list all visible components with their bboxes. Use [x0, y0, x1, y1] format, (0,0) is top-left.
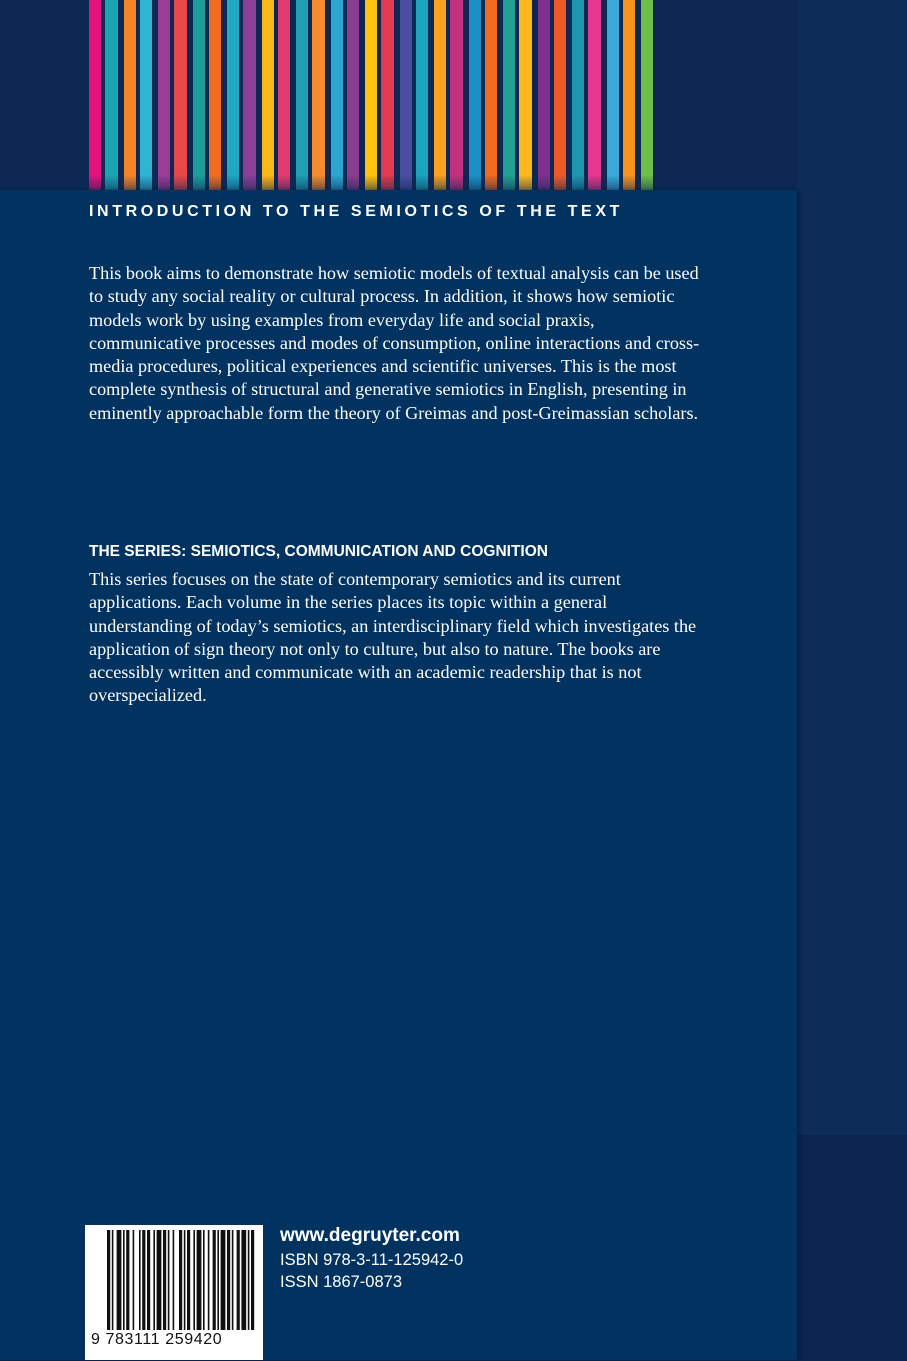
- color-stripe: [485, 0, 497, 190]
- book-title: INTRODUCTION TO THE SEMIOTICS OF THE TEXT: [89, 203, 623, 220]
- color-stripe: [209, 0, 221, 190]
- barcode-bar: [163, 1230, 166, 1330]
- barcode-bar: [248, 1230, 250, 1330]
- barcode-bar: [157, 1230, 162, 1330]
- barcode-bar: [187, 1230, 190, 1330]
- barcode-bar: [208, 1230, 210, 1330]
- color-stripe: [623, 0, 635, 190]
- barcode-bar: [221, 1230, 226, 1330]
- barcode-bar: [173, 1230, 175, 1330]
- barcode: [85, 1225, 263, 1360]
- barcode-bar: [241, 1230, 246, 1330]
- color-stripe: [278, 0, 290, 190]
- book-blurb: This book aims to demonstrate how semiotic models of textual analysis can be used to study any social reality or cultural process. In addition, it shows how semiotic models work by using examples from everyday life and social praxis, communicative processes and modes of consumption, online interactions and cross-media procedures, political experiences and scientific universes. This is the most complete synthesis of structural and generative semiotics in English, presenting in eminently approachable form the theory of Greimas and post-Greimassian scholars.: [89, 263, 700, 423]
- barcode-bars: [85, 1225, 263, 1335]
- color-stripe: [572, 0, 584, 190]
- color-stripe: [193, 0, 205, 190]
- isbn: ISBN 978-3-11-125942-0: [280, 1251, 464, 1269]
- color-stripe: [416, 0, 428, 190]
- barcode-bar: [126, 1230, 129, 1330]
- stripes-shadow: [89, 175, 657, 190]
- color-stripe: [607, 0, 619, 190]
- color-stripe: [331, 0, 343, 190]
- barcode-bar: [107, 1230, 110, 1330]
- color-stripe: [554, 0, 566, 190]
- barcode-bar: [237, 1230, 240, 1330]
- color-stripe: [227, 0, 239, 190]
- barcode-bar: [117, 1230, 122, 1330]
- color-stripe: [381, 0, 393, 190]
- barcode-bar: [153, 1230, 155, 1330]
- barcode-bar: [179, 1230, 182, 1330]
- barcode-bar: [139, 1230, 141, 1330]
- barcode-number: 9 783111 259420: [91, 1331, 223, 1348]
- barcode-bar: [184, 1230, 186, 1330]
- barcode-bar: [197, 1230, 202, 1330]
- color-stripe: [538, 0, 550, 190]
- spine-edge-lower: [797, 1135, 907, 1361]
- color-stripe: [89, 0, 101, 190]
- barcode-bar: [217, 1230, 219, 1330]
- barcode-bar: [193, 1230, 195, 1330]
- barcode-bar: [112, 1230, 114, 1330]
- barcode-bar: [203, 1230, 205, 1330]
- barcode-bar: [232, 1230, 234, 1330]
- color-stripe: [347, 0, 359, 190]
- barcode-bar: [227, 1230, 230, 1330]
- color-stripe: [296, 0, 308, 190]
- color-stripe: [365, 0, 377, 190]
- publisher-website[interactable]: www.degruyter.com: [280, 1225, 460, 1246]
- series-heading: THE SERIES: SEMIOTICS, COMMUNICATION AND COGNITION: [89, 543, 548, 560]
- color-stripe: [434, 0, 446, 190]
- series-description: This series focuses on the state of contemporary semiotics and its current applications. Each volume in the series places its topic within a general understanding of today’s semiotics, an interdisciplinary field which investigates the application of sign theory not only to culture, but also to nature. The books are accessibly written and communicate with an academic readership that is not overspecialized.: [89, 569, 697, 706]
- color-stripe: [641, 0, 653, 190]
- color-stripe: [105, 0, 117, 190]
- color-stripe: [124, 0, 136, 190]
- color-stripe: [450, 0, 462, 190]
- issn: ISSN 1867-0873: [280, 1273, 403, 1291]
- barcode-bar: [133, 1230, 135, 1330]
- color-stripe: [400, 0, 412, 190]
- barcode-bar: [123, 1230, 125, 1330]
- color-stripe: [503, 0, 515, 190]
- barcode-bar: [168, 1230, 170, 1330]
- barcode-bar: [142, 1230, 145, 1330]
- barcode-bar: [147, 1230, 150, 1330]
- color-stripe: [519, 0, 531, 190]
- color-stripe: [469, 0, 481, 190]
- color-stripe: [174, 0, 186, 190]
- color-stripes: [89, 0, 657, 190]
- color-stripe: [588, 0, 600, 190]
- color-stripe: [243, 0, 255, 190]
- barcode-bar: [251, 1230, 254, 1330]
- barcode-bar: [213, 1230, 216, 1330]
- color-stripe: [262, 0, 274, 190]
- color-stripe: [158, 0, 170, 190]
- color-stripe: [312, 0, 324, 190]
- color-stripe: [140, 0, 152, 190]
